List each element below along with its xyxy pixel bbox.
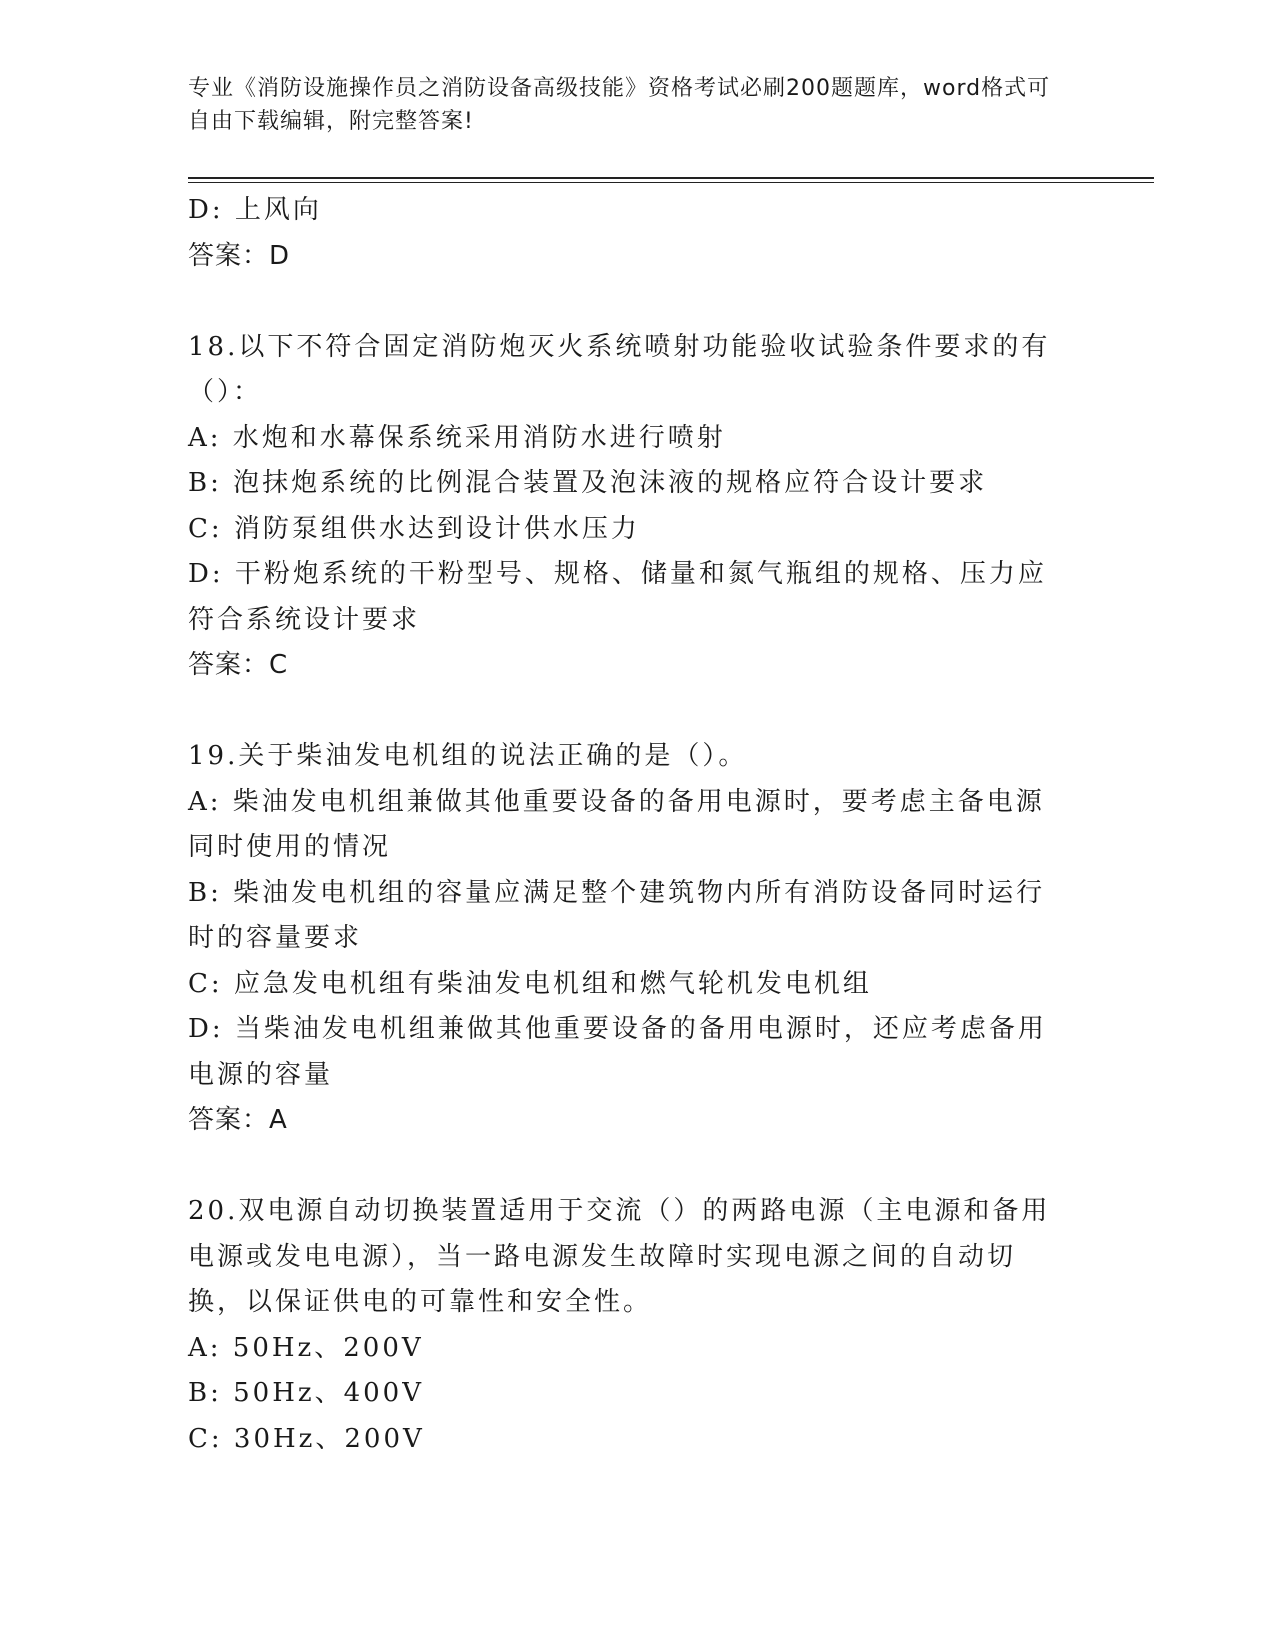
question-stem: 19.关于柴油发电机组的说法正确的是（）。 [188, 741, 748, 771]
option-c: C: 30Hz、200V [188, 1423, 425, 1454]
prev-answer: 答案：D [188, 240, 291, 271]
option-a: A: 水炮和水幕保系统采用消防水进行喷射 [188, 422, 726, 453]
option-a: A: 50Hz、200V [188, 1332, 424, 1363]
document-header [188, 72, 1068, 138]
prev-option-d: D: 上风向 [188, 195, 322, 225]
header-divider-thick [188, 177, 1154, 179]
option-d: D: 当柴油发电机组兼做其他重要设备的备用电源时，还应考虑备用电源的容量 [188, 1014, 1047, 1090]
header-title: 专业《消防设施操作员之消防设备高级技能》资格考试必刷200题题库，word格式可自由下载编辑，附完整答案! [188, 76, 1051, 134]
option-c: C: 消防泵组供水达到设计供水压力 [188, 513, 640, 544]
option-b: B: 柴油发电机组的容量应满足整个建筑物内所有消防设备同时运行时的容量要求 [188, 877, 1046, 953]
question-stem: 18.以下不符合固定消防炮灭火系统喷射功能验收试验条件要求的有（）： [188, 331, 1051, 407]
option-b: B: 50Hz、400V [188, 1378, 424, 1408]
option-a: A: 柴油发电机组兼做其他重要设备的备用电源时，要考虑主备电源同时使用的情况 [188, 786, 1045, 862]
option-d: D: 干粉炮系统的干粉型号、规格、储量和氮气瓶组的规格、压力应符合系统设计要求 [188, 559, 1047, 635]
question-18 [188, 325, 1068, 689]
question-20 [188, 1189, 1068, 1462]
spacer [188, 689, 1068, 735]
spacer [188, 279, 1068, 325]
option-b: B: 泡抹炮系统的比例混合装置及泡沫液的规格应符合设计要求 [188, 468, 988, 498]
spacer [188, 1144, 1068, 1190]
question-19 [188, 734, 1068, 1144]
question-answer: 答案：A [188, 1105, 288, 1135]
question-answer: 答案：C [188, 650, 289, 680]
header-divider-thin [188, 182, 1154, 183]
document-body [188, 188, 1068, 1462]
option-c: C: 应急发电机组有柴油发电机组和燃气轮机发电机组 [188, 968, 872, 999]
question-stem: 20.双电源自动切换装置适用于交流（）的两路电源（主电源和备用电源或发电电源），当一路电源发生故障时实现电源之间的自动切换，以保证供电的可靠性和安全性。 [188, 1196, 1051, 1317]
